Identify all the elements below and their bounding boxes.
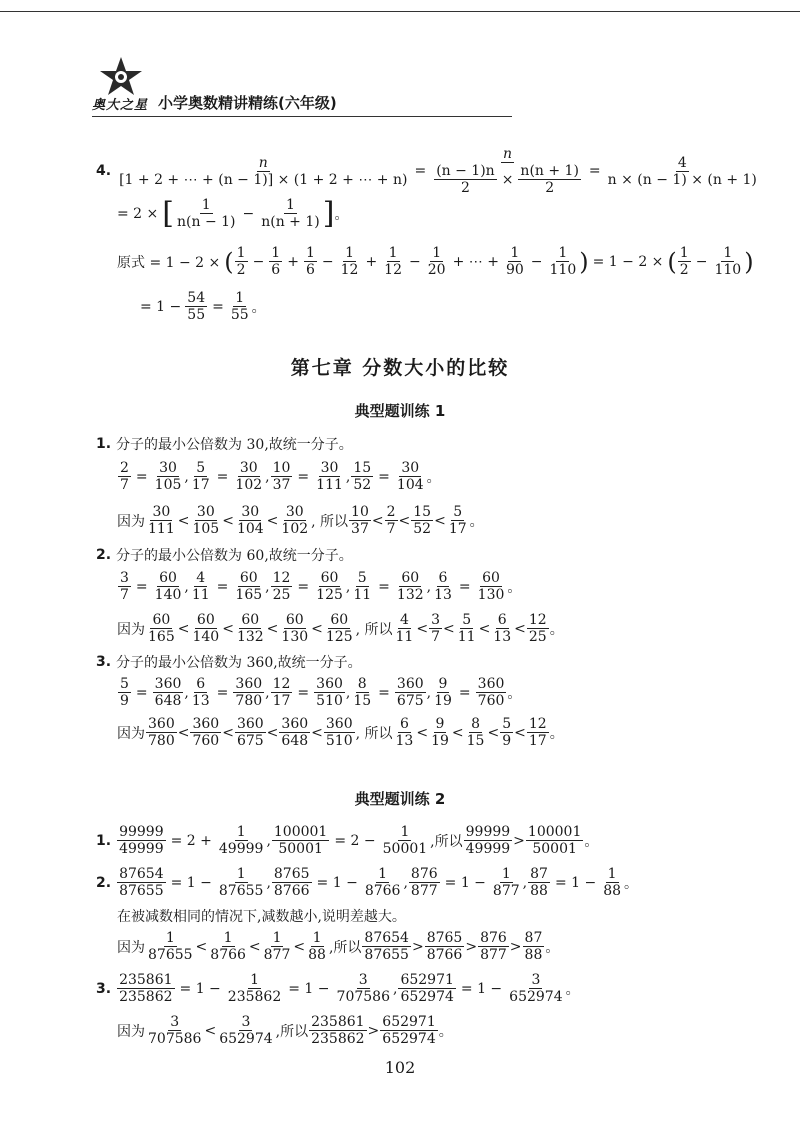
s2-note: 在被减数相同的情况下,减数越小,说明差越大。 [117, 909, 406, 925]
top-border [0, 11, 800, 12]
s2-q3-conclusion: 因为 $\frac{3}{707586}$ < $\frac{3}{652974}$ ,所以 $\frac{235861}{235862}$ > $\frac{652971}{652974}$ 。 [117, 1014, 453, 1048]
s1-q3-conclusion: 因为 $\frac{360}{780}$ < $\frac{360}{760}$ < $\frac{360}{675}$ < $\frac{360}{648}$ < $\frac{360}{510}$ , 所以 $\frac{6}{13}$ < $\frac{9}{19}$ < $\frac{8}{15}$ < $\frac{5}{9}$ < $\frac{12}{17}$ 。 [117, 716, 564, 750]
page-header [92, 56, 512, 120]
problem-4-line-3: 原式 = 1 − 2 × ( $\frac{1}{2}$ − $\frac{1}{6}$ + $\frac{1}{6}$ − $\frac{1}{12}$ + $\frac{1}{12}$ − $\frac{1}{20}$ + ⋯ + $\frac{1}{90}$ − $\frac{1}{110}$ ) = 1 − 2 × ( $\frac{1}{2}$ − $\frac{1}{110}$ ) [117, 245, 754, 279]
s1-q1-conclusion: 因为 $\frac{30}{111}$ < $\frac{30}{105}$ < $\frac{30}{104}$ < $\frac{30}{102}$ , 所以 $\frac{10}{37}$ < $\frac{2}{7}$ < $\frac{15}{52}$ < $\frac{5}{17}$ 。 [117, 504, 484, 538]
fraction: $\frac{1}{6}$ [305, 245, 315, 279]
fraction: $\frac{1}{12}$ [340, 245, 359, 279]
star-logo-icon [98, 56, 144, 96]
book-title: 小学奥数精讲精练(六年级) [158, 94, 337, 112]
problem-4-line-4: = 1 − $\frac{54}{55}$ = $\frac{1}{55}$ 。 [140, 290, 266, 324]
s1-q1-text: 1. 分子的最小公倍数为 30,故统一分子。 [96, 436, 353, 453]
s1-q3-text: 3. 分子的最小公倍数为 360,故统一分子。 [96, 654, 362, 671]
fraction: $\frac{4}{n \times (n - 1) \times (n + 1)}$ [607, 154, 757, 188]
header-rule [92, 116, 512, 117]
section-title-1: 典型题训练 1 [354, 402, 446, 420]
fraction: $\frac{1}{12}$ [384, 245, 402, 279]
fraction: $\frac{1}{90}$ [505, 245, 524, 279]
s1-q2-text: 2. 分子的最小公倍数为 60,故统一分子。 [96, 547, 353, 564]
problem-4-line-2: = 2 × [ $\frac{1}{n(n - 1)}$ − $\frac{1}{n(n + 1)}$ ] 。 [117, 196, 349, 231]
page-number: 102 [384, 1058, 416, 1077]
problem-number: 4. [96, 163, 112, 180]
s1-q2-conclusion: 因为 $\frac{60}{165}$ < $\frac{60}{140}$ < $\frac{60}{132}$ < $\frac{60}{130}$ < $\frac{60}{125}$ , 所以 $\frac{4}{11}$ < $\frac{3}{7}$ < $\frac{5}{11}$ < $\frac{6}{13}$ < $\frac{12}{25}$ 。 [117, 612, 564, 646]
section-title-2: 典型题训练 2 [354, 790, 446, 808]
s1-q1-equations: $\frac{2}{7}$ = $\frac{30}{105}$ , $\frac{5}{17}$ = $\frac{30}{102}$ , $\frac{10}{37}$ = $\frac{30}{111}$ , $\frac{15}{52}$ = $\frac{30}{104}$ 。 [120, 460, 441, 494]
fraction: $\frac{1}{20}$ [427, 245, 446, 279]
logo-text: 奥大之星 [92, 98, 149, 113]
chapter-title: 第七章 分数大小的比较 [290, 357, 510, 379]
s2-q2-conclusion: 因为 $\frac{1}{87655}$ < $\frac{1}{8766}$ < $\frac{1}{877}$ < $\frac{1}{88}$ ,所以 $\frac{87654}{87655}$ > $\frac{8765}{8766}$ > $\frac{876}{877}$ > $\frac{87}{88}$ 。 [117, 930, 560, 964]
fraction: $\frac{1}{6}$ [271, 245, 281, 279]
s1-q2-equations: $\frac{3}{7}$ = $\frac{60}{140}$ , $\frac{4}{11}$ = $\frac{60}{165}$ , $\frac{12}{25}$ = $\frac{60}{125}$ , $\frac{5}{11}$ = $\frac{60}{132}$ , $\frac{6}{13}$ = $\frac{60}{130}$ 。 [120, 570, 522, 604]
fraction: n $\frac{(n - 1)n}{2}$ × $\frac{n(n + 1)}{2}$ [436, 146, 579, 197]
s2-q1: 1. $\frac{99999}{49999}$ = 2 + $\frac{1}{49999}$ , $\frac{100001}{50001}$ = 2 − $\frac{1}{50001}$ ,所以 $\frac{99999}{49999}$ > $\frac{100001}{50001}$ 。 [96, 824, 599, 858]
fraction: $\frac{1}{110}$ [549, 245, 577, 279]
s2-q2: 2. $\frac{87654}{87655}$ = 1 − $\frac{1}{87655}$ , $\frac{8765}{8766}$ = 1 − $\frac{1}{8766}$ , $\frac{876}{877}$ = 1 − $\frac{1}{877}$ , $\frac{87}{88}$ = 1 − $\frac{1}{88}$ 。 [96, 866, 639, 900]
fraction: $\frac{1}{2}$ [236, 245, 246, 279]
s2-q3: 3. $\frac{235861}{235862}$ = 1 − $\frac{1}{235862}$ = 1 − $\frac{3}{707586}$ , $\frac{652971}{652974}$ = 1 − $\frac{3}{652974}$ 。 [96, 972, 580, 1006]
fraction: $\frac{n}{[1 + 2 + \cdots + (n - 1)] \times (1 + 2 + \cdots + n)}$ [119, 154, 408, 188]
problem-4-line-1: 4. $\frac{n}{[1 + 2 + \cdots + (n - 1)] \times (1 + 2 + \cdots + n)}$ = n $\frac{(n - 1)n}{2}$ × $\frac{n(n + 1)}{2}$ = $\frac{4}{n \times (n - 1) \times (n + 1)}$ [96, 146, 757, 197]
s1-q3-equations: $\frac{5}{9}$ = $\frac{360}{648}$ , $\frac{6}{13}$ = $\frac{360}{780}$ , $\frac{12}{17}$ = $\frac{360}{510}$ , $\frac{8}{15}$ = $\frac{360}{675}$ , $\frac{9}{19}$ = $\frac{360}{760}$ 。 [120, 676, 522, 710]
